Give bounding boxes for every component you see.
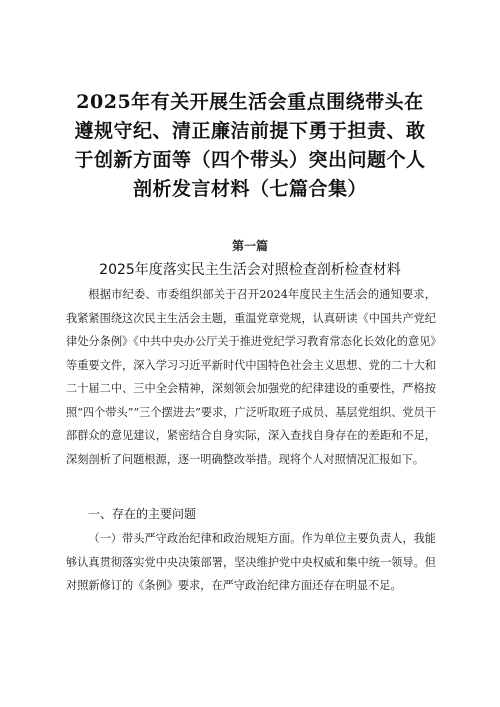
- paragraph-political-discipline: （一）带头严守政治纪律和政治规矩方面。作为单位主要负责人，我能够认真贯彻落实党中央决策部署，坚决维护党中央权威和集中统一领导。但对照新修订的《条例》要求，在严守政治纪律方面还存在明显不足。: [66, 532, 436, 592]
- paragraph-intro: 根据市纪委、市委组织部关于召开2024年度民主生活会的通知要求，我紧紧围绕这次民主生活会主题，重温党章党规，认真研读《中国共产党纪律处分条例》《中共中央办公厅关于推进党纪学习教育常态化长效化的意见》等重要文件，深入学习习近平新时代中国特色社会主义思想、党的二十大和二十届二中、三中全会精神，深刻领会加强党的纪律建设的重要性，严格按照“四个带头”“三个摆进去”要求，广泛听取班子成员、基层党组织、党员干部群众的意见建议，紧密结合自身实际，深入查找自身存在的差距和不足，深刻剖析了问题根源，逐一明确整改举措。现将个人对照情况汇报如下。: [66, 288, 436, 466]
- section-number: 第一篇: [231, 239, 268, 253]
- section-title: 2025年度落实民主生活会对照检查剖析检查材料: [99, 262, 401, 278]
- document-title: 2025年有关开展生活会重点围绕带头在遵规守纪、清正廉洁前提下勇于担责、敢于创新方面等（四个带头）突出问题个人剖析发言材料（七篇合集）: [74, 91, 426, 200]
- heading-main-problems: 一、存在的主要问题: [88, 507, 197, 521]
